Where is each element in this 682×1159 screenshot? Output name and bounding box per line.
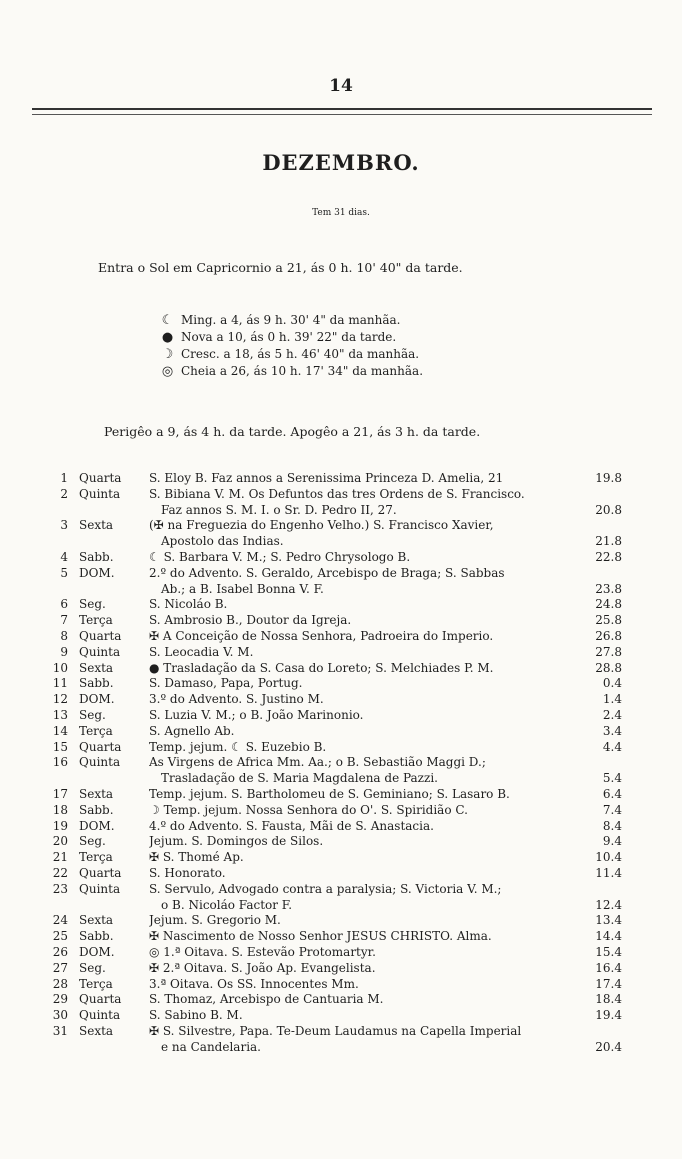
calendar-row <box>52 739 622 756</box>
calendar-row <box>52 518 572 534</box>
calendar-row <box>52 566 572 582</box>
day-value: 9.4 <box>602 834 622 849</box>
weekday: Seg. <box>79 707 106 722</box>
calendar-row <box>52 613 622 629</box>
day-entry: (✠ na Freguezia do Engenho Velho.) S. Francisco Xavier, <box>149 518 494 533</box>
weekday: Terça <box>79 850 113 865</box>
weekday: Sexta <box>79 913 114 928</box>
day-value: 27.8 <box>595 644 622 659</box>
day-number: 13 <box>52 707 68 722</box>
day-entry: S. Ambrosio B., Doutor da Igreja. <box>149 613 352 628</box>
day-value: 24.8 <box>595 597 622 612</box>
day-value: 13.4 <box>595 913 622 928</box>
day-value: 4.4 <box>602 739 622 754</box>
day-entry: 3.ª Oitava. Os SS. Innocentes Mm. <box>149 976 359 991</box>
weekday: DOM. <box>79 565 115 580</box>
day-value: 1.4 <box>602 692 622 707</box>
day-number: 27 <box>52 960 68 975</box>
day-entry: ✠ S. Thomé Ap. <box>149 850 244 865</box>
calendar-row <box>52 865 622 882</box>
day-value: 23.8 <box>595 581 622 596</box>
day-number: 22 <box>52 865 68 880</box>
day-entry: S. Agnello Ab. <box>149 723 235 738</box>
day-entry: Trasladação de S. Maria Magdalena de Pazzi. <box>161 771 438 786</box>
calendar-row <box>52 992 622 1008</box>
calendar-row <box>52 802 622 819</box>
page-number: 14 <box>329 76 353 96</box>
calendar-row <box>52 660 622 677</box>
day-entry: ◎ 1.ª Oitava. S. Estevão Protomartyr. <box>149 944 376 959</box>
calendar-row <box>52 913 622 929</box>
weekday: Sexta <box>79 1023 114 1038</box>
day-entry: ✠ 2.ª Oitava. S. João Ap. Evangelista. <box>149 960 376 975</box>
moon-phase-text: Ming. a 4, ás 9 h. 30' 4" da manhãa. <box>181 313 401 327</box>
weekday: Seg. <box>79 960 106 975</box>
calendar-row <box>52 818 622 835</box>
day-number: 8 <box>60 628 68 643</box>
day-number: 29 <box>52 992 68 1007</box>
new-moon-icon: ● <box>161 330 174 345</box>
days-note: Tem 31 dias. <box>312 208 370 218</box>
calendar-row <box>52 976 622 993</box>
day-value: 6.4 <box>602 786 622 801</box>
calendar-row <box>52 929 622 945</box>
moon-phase-row <box>160 329 423 346</box>
weekday: DOM. <box>79 818 115 833</box>
day-entry: S. Damaso, Papa, Portug. <box>149 676 303 691</box>
day-entry: ● Trasladação da S. Casa do Loreto; S. Melchiades P. M. <box>149 660 494 675</box>
day-entry: ✠ S. Silvestre, Papa. Te-Deum Laudamus na Capella Imperial <box>149 1023 522 1038</box>
day-entry: o B. Nicoláo Factor F. <box>161 897 293 912</box>
day-number: 2 <box>60 486 68 501</box>
sun-entry: Entra o Sol em Capricornio a 21, ás 0 h. 10' 40" da tarde. <box>98 260 463 275</box>
weekday: Quinta <box>79 1008 121 1023</box>
day-entry: ☽ Temp. jejum. Nossa Senhora do O'. S. Spiridião C. <box>149 802 468 817</box>
day-number: 6 <box>60 597 68 612</box>
day-entry: Jejum. S. Gregorio M. <box>149 913 281 928</box>
day-entry: 4.º do Advento. S. Fausta, Mãi de S. Anastacia. <box>149 818 434 833</box>
day-value: 17.4 <box>595 976 622 991</box>
perigee-apogee: Perigêo a 9, ás 4 h. da tarde. Apogêo a 21, ás 3 h. da tarde. <box>104 424 481 439</box>
day-value: 19.8 <box>595 471 622 485</box>
weekday: Sabb. <box>79 676 114 691</box>
calendar-row <box>52 487 572 503</box>
calendar-row <box>52 1039 622 1056</box>
calendar-row <box>52 628 622 645</box>
calendar-row <box>52 676 622 692</box>
weekday: Quinta <box>79 644 121 659</box>
weekday: Sabb. <box>79 929 114 944</box>
day-number: 19 <box>52 818 68 833</box>
calendar-row <box>52 581 622 598</box>
day-entry: Jejum. S. Domingos de Silos. <box>149 834 324 849</box>
day-number: 3 <box>60 518 68 533</box>
day-value: 20.4 <box>595 1039 622 1054</box>
day-value: 5.4 <box>602 771 622 786</box>
day-number: 30 <box>52 1008 68 1023</box>
weekday: Seg. <box>79 834 106 849</box>
moon-phase-text: Nova a 10, ás 0 h. 39' 22" da tarde. <box>181 330 397 344</box>
day-entry: ✠ A Conceição de Nossa Senhora, Padroeira do Imperio. <box>149 628 494 643</box>
day-number: 16 <box>52 755 68 770</box>
moon-phase-text: Cheia a 26, ás 10 h. 17' 34" da manhãa. <box>181 364 424 378</box>
weekday: Sabb. <box>79 549 114 564</box>
day-entry: ✠ Nascimento de Nosso Senhor JESUS CHRISTO. Alma. <box>149 929 492 944</box>
day-value: 10.4 <box>595 850 622 865</box>
calendar-row <box>52 960 622 977</box>
day-number: 10 <box>52 660 68 675</box>
header-rule <box>32 108 652 115</box>
day-number: 1 <box>60 471 68 485</box>
day-number: 20 <box>52 834 68 849</box>
calendar-row <box>52 834 622 850</box>
calendar-row <box>52 850 622 866</box>
day-number: 4 <box>60 549 68 564</box>
day-entry: S. Servulo, Advogado contra a paralysia; S. Victoria V. M.; <box>149 881 502 896</box>
day-value: 15.4 <box>595 944 622 959</box>
day-value: 26.8 <box>595 628 622 643</box>
day-entry: Ab.; a B. Isabel Bonna V. F. <box>161 581 324 596</box>
moon-phase-row <box>160 312 423 329</box>
weekday: Quarta <box>79 739 122 754</box>
day-value: 19.4 <box>595 1008 622 1023</box>
weekday: Quarta <box>79 471 122 485</box>
weekday: Sabb. <box>79 802 114 817</box>
day-value: 16.4 <box>595 960 622 975</box>
day-number: 11 <box>52 676 68 691</box>
day-number: 15 <box>52 739 68 754</box>
day-number: 7 <box>60 613 68 628</box>
calendar-row <box>52 502 622 519</box>
weekday: Quarta <box>79 628 122 643</box>
calendar-row <box>52 471 622 487</box>
moon-phases <box>160 312 423 380</box>
calendar-row <box>52 549 622 566</box>
day-value: 2.4 <box>602 707 622 722</box>
day-number: 21 <box>52 850 68 865</box>
day-value: 20.8 <box>595 502 622 517</box>
day-entry: Apostolo das Indias. <box>161 534 284 549</box>
weekday: Quinta <box>79 486 121 501</box>
day-entry: e na Candelaria. <box>161 1039 261 1054</box>
moon-phase-row <box>160 363 423 380</box>
day-number: 25 <box>52 929 68 944</box>
weekday: Quarta <box>79 992 122 1007</box>
calendar-row <box>52 644 622 661</box>
day-entry: Temp. jejum. ☾ S. Euzebio B. <box>149 739 327 754</box>
day-entry: S. Thomaz, Arcebispo de Cantuaria M. <box>149 992 384 1007</box>
day-number: 17 <box>52 786 68 801</box>
month-title: DEZEMBRO. <box>262 150 420 175</box>
calendar-row <box>52 597 622 613</box>
day-number: 18 <box>52 802 68 817</box>
calendar-row <box>52 723 622 740</box>
moon-phase-row <box>160 346 423 363</box>
weekday: Sexta <box>79 786 114 801</box>
calendar-row <box>52 1024 572 1040</box>
weekday: DOM. <box>79 944 115 959</box>
day-value: 12.4 <box>595 897 622 912</box>
calendar-row <box>52 771 622 787</box>
day-entry: S. Bibiana V. M. Os Defuntos das tres Ordens de S. Francisco. <box>149 486 525 501</box>
day-number: 26 <box>52 944 68 959</box>
weekday: Terça <box>79 976 113 991</box>
weekday: DOM. <box>79 692 115 707</box>
calendar-row <box>52 707 622 724</box>
day-value: 22.8 <box>595 549 622 564</box>
day-entry: S. Sabino B. M. <box>149 1008 243 1023</box>
day-number: 5 <box>60 565 68 580</box>
day-entry: S. Leocadia V. M. <box>149 644 254 659</box>
weekday: Terça <box>79 613 113 628</box>
calendar-row <box>52 534 622 550</box>
weekday: Sexta <box>79 518 114 533</box>
day-number: 12 <box>52 692 68 707</box>
day-number: 28 <box>52 976 68 991</box>
day-number: 23 <box>52 881 68 896</box>
day-entry: S. Nicoláo B. <box>149 597 228 612</box>
calendar-table <box>52 471 622 1055</box>
day-entry: Temp. jejum. S. Bartholomeu de S. Geminiano; S. Lasaro B. <box>149 786 510 801</box>
calendar-row <box>52 692 622 708</box>
day-value: 0.4 <box>602 676 622 691</box>
weekday: Seg. <box>79 597 106 612</box>
full-moon-icon: ◎ <box>161 364 174 379</box>
day-entry: Faz annos S. M. I. o Sr. D. Pedro II, 27. <box>161 502 397 517</box>
day-number: 9 <box>60 644 68 659</box>
day-value: 14.4 <box>595 929 622 944</box>
day-value: 7.4 <box>602 802 622 817</box>
weekday: Sexta <box>79 660 114 675</box>
calendar-row <box>52 944 622 961</box>
day-value: 11.4 <box>595 865 622 880</box>
calendar-row <box>52 755 572 771</box>
day-value: 21.8 <box>595 534 622 549</box>
weekday: Quinta <box>79 881 121 896</box>
day-value: 25.8 <box>595 613 622 628</box>
moon-phase-text: Cresc. a 18, ás 5 h. 46' 40" da manhãa. <box>181 347 420 361</box>
day-value: 8.4 <box>602 818 622 833</box>
moon-waxing-icon: ☽ <box>161 347 174 362</box>
moon-waning-icon: ☾ <box>161 313 174 328</box>
day-value: 18.4 <box>595 992 622 1007</box>
day-entry: As Virgens de Africa Mm. Aa.; o B. Sebastião Maggi D.; <box>149 755 486 770</box>
day-number: 31 <box>52 1023 68 1038</box>
day-entry: 3.º do Advento. S. Justino M. <box>149 692 324 707</box>
calendar-row <box>52 1008 622 1024</box>
weekday: Quinta <box>79 755 121 770</box>
calendar-row <box>52 882 572 898</box>
weekday: Quarta <box>79 865 122 880</box>
day-value: 28.8 <box>595 660 622 675</box>
day-entry: 2.º do Advento. S. Geraldo, Arcebispo de Braga; S. Sabbas <box>149 565 505 580</box>
day-value: 3.4 <box>602 723 622 738</box>
day-entry: S. Luzia V. M.; o B. João Marinonio. <box>149 707 364 722</box>
day-number: 24 <box>52 913 68 928</box>
calendar-row <box>52 897 622 914</box>
day-number: 14 <box>52 723 68 738</box>
weekday: Terça <box>79 723 113 738</box>
day-entry: S. Eloy B. Faz annos a Serenissima Princeza D. Amelia, 21 <box>149 471 504 485</box>
day-entry: ☾ S. Barbara V. M.; S. Pedro Chrysologo B. <box>149 549 411 564</box>
day-entry: S. Honorato. <box>149 865 226 880</box>
calendar-row <box>52 786 622 803</box>
